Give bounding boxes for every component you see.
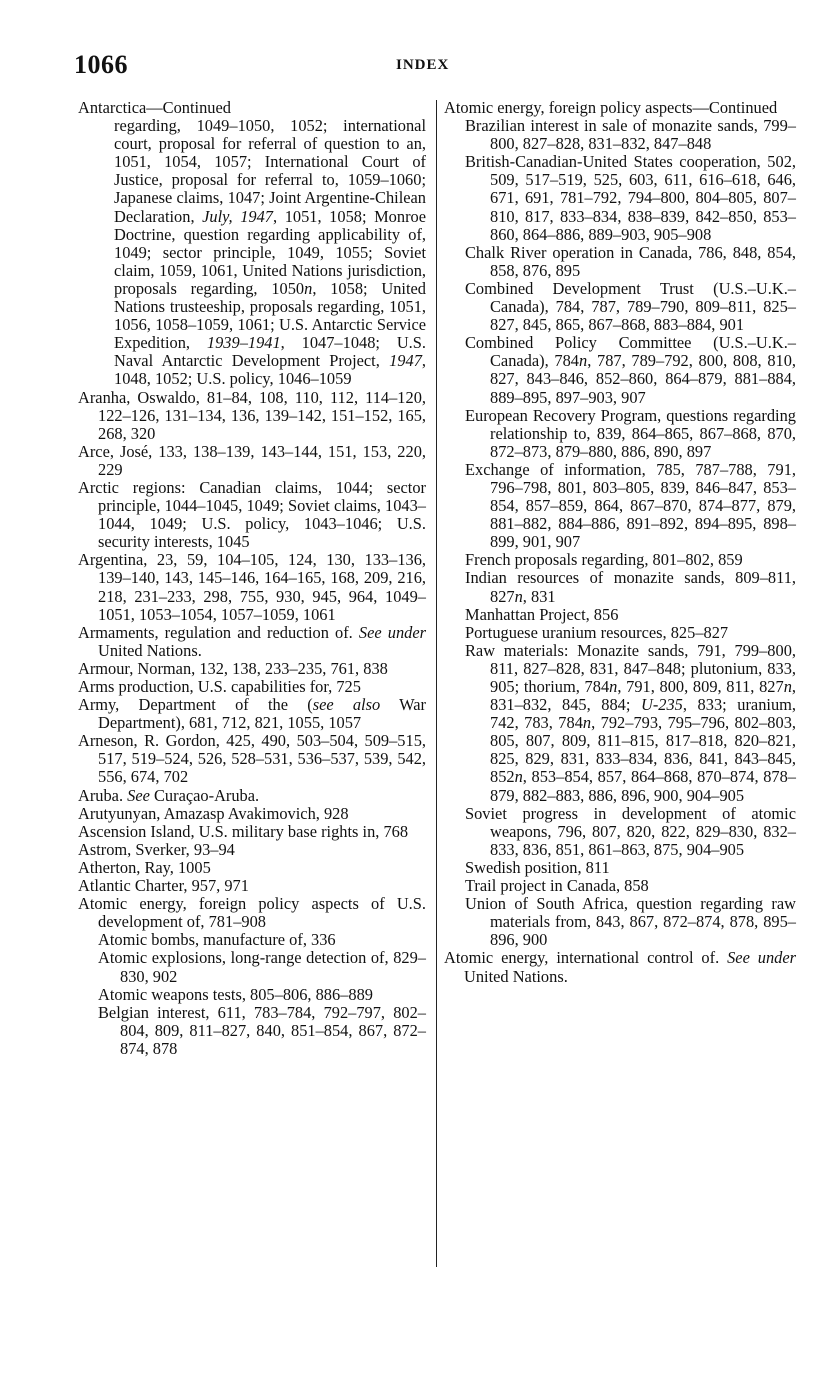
column-divider bbox=[436, 100, 437, 1267]
index-subentry: Indian resources of monazite sands, 809–811, 827n, 831 bbox=[465, 568, 796, 606]
index-subentry: Combined Policy Committee (U.S.–U.K.–Canada), 784n, 787, 789–792, 800, 808, 810, 827, 843–846, 852–860, 864–879, 881–884, 889–895, 897–903, 907 bbox=[465, 333, 796, 407]
index-entry: Atlantic Charter, 957, 971 bbox=[78, 876, 249, 896]
index-entry: Ascension Island, U.S. military base rights in, 768 bbox=[78, 821, 409, 841]
index-subentry: Atomic bombs, manufacture of, 336 bbox=[98, 930, 336, 950]
index-subentry: Portuguese uranium resources, 825–827 bbox=[465, 622, 729, 642]
index-subentry: Exchange of information, 785, 787–788, 791, 796–798, 801, 803–805, 839, 846–847, 853–854, 857–859, 864, 867–870, 874–877, 879, 881–882, 884–886, 891–892, 894–895, 898–899, 901, 907 bbox=[465, 459, 796, 552]
index-subentry: Union of South Africa, question regarding raw materials from, 843, 867, 872–874, 878, 895–896, 900 bbox=[465, 894, 796, 950]
index-entry: Astrom, Sverker, 93–94 bbox=[78, 839, 235, 859]
page-number: 1066 bbox=[74, 50, 128, 79]
index-subentry: Trail project in Canada, 858 bbox=[465, 876, 649, 896]
index-subentry: Soviet progress in development of atomic weapons, 796, 807, 820, 822, 829–830, 832–833, 836, 851, 861–863, 875, 904–905 bbox=[465, 803, 796, 859]
index-subentry-text: regarding, 1049–1050, 1052; international court, proposal for referral of question to an, 1051, 1054, 1057; International Court of Justice, proposal for referral to, 1059–1060; Japanese claims, 1047; Joint Argentine-Chilean Declaration, July, 1947, 1051, 1058; Monroe Doctrine, question regarding applicability of, 1049; sector principle, 1049, 1055; Soviet claim, 1059, 1061, United Nations jurisdiction, proposals regarding, 1050n, 1058; United Nations trusteeship, proposals regarding, 1051, 1056, 1058–1059, 1061; U.S. Antarctic Service Expedition, 1939–1941, 1047–1048; U.S. Naval Antarctic Development Project, 1947, 1048, 1052; U.S. policy, 1046–1059 bbox=[114, 116, 426, 389]
index-entry: Army, Department of the (see also War Department), 681, 712, 821, 1055, 1057 bbox=[78, 695, 426, 733]
index-subentry: Brazilian interest in sale of monazite sands, 799–800, 827–828, 831–832, 847–848 bbox=[465, 116, 796, 154]
index-entry: Aranha, Oswaldo, 81–84, 108, 110, 112, 114–120, 122–126, 131–134, 136, 139–142, 151–152, 165, 268, 320 bbox=[78, 387, 426, 443]
index-subentry: Chalk River operation in Canada, 786, 848, 854, 858, 876, 895 bbox=[465, 242, 796, 280]
index-column-left bbox=[78, 99, 426, 1058]
index-entry: Arneson, R. Gordon, 425, 490, 503–504, 509–515, 517, 519–524, 526, 528–531, 536–537, 539, 542, 556, 674, 702 bbox=[78, 731, 426, 787]
index-subentry: Raw materials: Monazite sands, 791, 799–800, 811, 827–828, 831, 847–848; plutonium, 833, 905; thorium, 784n, 791, 800, 809, 811, 827n, 831–832, 845, 884; U-235, 833; uranium, 742, 783, 784n, 792–793, 795–796, 802–803, 805, 807, 809, 811–815, 817–818, 820–821, 825, 829, 831, 833–834, 836, 841, 843–845, 852n, 853–854, 857, 864–868, 870–874, 878–879, 882–883, 886, 896, 900, 904–905 bbox=[465, 640, 796, 805]
index-entry: Atomic energy, foreign policy aspects—Continued bbox=[444, 98, 778, 117]
index-entry: Armaments, regulation and reduction of. See under United Nations. bbox=[78, 622, 426, 660]
index-column-right bbox=[444, 99, 796, 986]
index-entry: Atherton, Ray, 1005 bbox=[78, 857, 211, 877]
index-subentry: French proposals regarding, 801–802, 859 bbox=[465, 550, 743, 570]
index-entry: Arctic regions: Canadian claims, 1044; sector principle, 1044–1045, 1049; Soviet claims, 1043–1044, 1049; U.S. policy, 1043–1046; U.S. security interests, 1045 bbox=[78, 477, 426, 552]
index-subentry: Manhattan Project, 856 bbox=[465, 604, 619, 624]
index-subentry: British-Canadian-United States cooperation, 502, 509, 517–519, 525, 603, 611, 616–618, 646, 671, 691, 781–792, 794–800, 804–805, 807–810, 817, 833–834, 838–839, 842–850, 853–860, 864–886, 889–903, 905–908 bbox=[465, 152, 796, 244]
index-entry: Arms production, U.S. capabilities for, 725 bbox=[78, 677, 361, 696]
index-entry: Arce, José, 133, 138–139, 143–144, 151, 153, 220, 229 bbox=[78, 441, 426, 479]
index-entry: Aruba. See Curaçao-Aruba. bbox=[78, 785, 260, 805]
continued-heading: Antarctica—Continued bbox=[78, 98, 231, 117]
index-entry: Atomic energy, international control of. See under United Nations. bbox=[444, 948, 796, 986]
running-head: INDEX bbox=[396, 57, 450, 73]
index-entry: Arutyunyan, Amazasp Avakimovich, 928 bbox=[78, 803, 349, 823]
index-entry: Armour, Norman, 132, 138, 233–235, 761, 838 bbox=[78, 658, 388, 678]
index-subentry: Belgian interest, 611, 783–784, 792–797, 802–804, 809, 811–827, 840, 851–854, 867, 872–874, 878 bbox=[98, 1002, 426, 1058]
index-subentry: European Recovery Program, questions regarding relationship to, 839, 864–865, 867–868, 870, 872–873, 879–880, 886, 890, 897 bbox=[465, 405, 796, 461]
index-subentry: Atomic weapons tests, 805–806, 886–889 bbox=[98, 984, 373, 1004]
index-subentry: Atomic explosions, long-range detection of, 829–830, 902 bbox=[98, 948, 426, 986]
index-subentry: Swedish position, 811 bbox=[465, 857, 610, 877]
index-entry: Argentina, 23, 59, 104–105, 124, 130, 133–136, 139–140, 143, 145–146, 164–165, 168, 209, 216, 218, 231–233, 298, 755, 930, 945, 964, 1049–1051, 1053–1054, 1057–1059, 1061 bbox=[78, 550, 426, 624]
index-entry: Atomic energy, foreign policy aspects of U.S. development of, 781–908 bbox=[78, 894, 426, 932]
index-subentry: Combined Development Trust (U.S.–U.K.–Canada), 784, 787, 789–790, 809–811, 825–827, 845, 865, 867–868, 883–884, 901 bbox=[465, 278, 796, 335]
